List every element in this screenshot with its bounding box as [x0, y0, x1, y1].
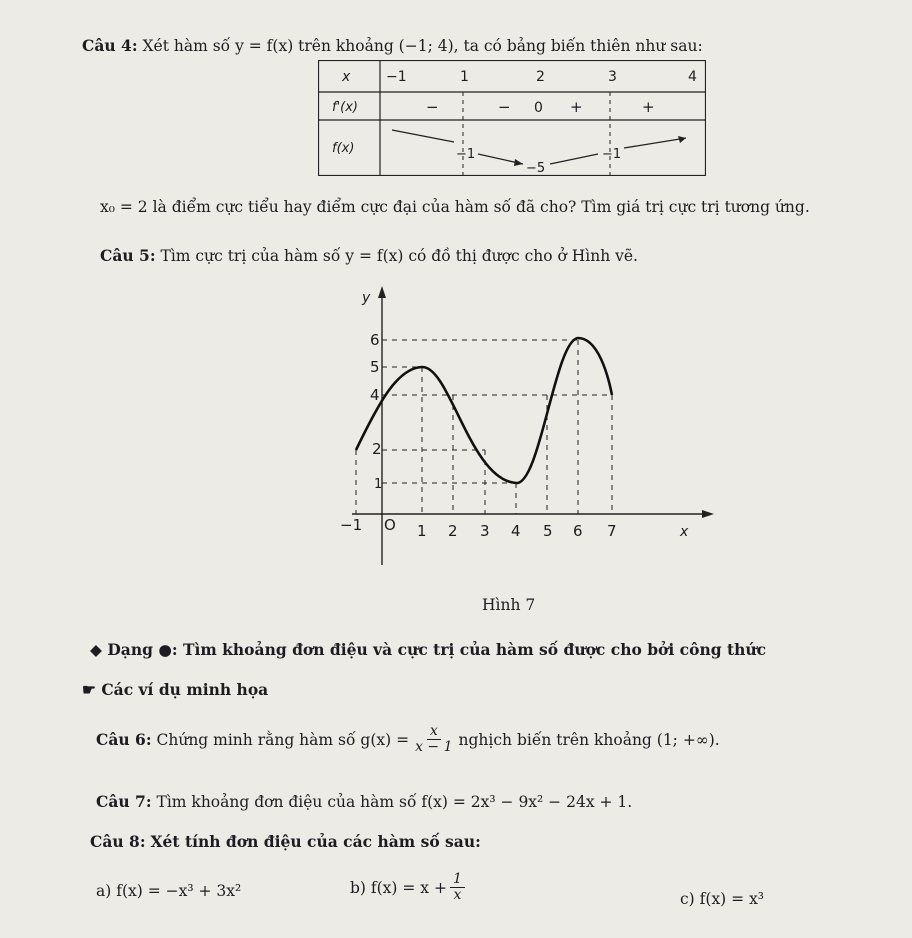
table-x-label: x [342, 69, 351, 85]
q7-label: Câu 7: [96, 792, 152, 811]
q8-text: Xét tính đơn điệu của các hàm số sau: [150, 832, 481, 851]
diamond-bullet-icon: ◆ [90, 640, 102, 659]
graph-y-tick: 1 [374, 477, 383, 492]
q8-b-den: x [453, 887, 462, 904]
table-fp-sign: 0 [534, 100, 543, 116]
variation-table-svg [318, 60, 706, 176]
graph-x-tick: −1 [340, 516, 363, 534]
graph-x-tick: 4 [511, 522, 521, 540]
q4-label: Câu 4: [82, 36, 138, 55]
examples-text: Các ví dụ minh họa [101, 680, 269, 699]
table-x-val: 4 [688, 69, 697, 85]
examples-line [82, 680, 268, 699]
table-fp-sign: + [570, 98, 583, 116]
table-f-val: −1 [456, 147, 476, 162]
table-fp-label: f'(x) [332, 100, 358, 115]
dang-text: Dạng ●: Tìm khoảng đơn điệu và cực trị của hàm số được cho bởi công thức [107, 640, 767, 659]
q8-b-fraction [450, 872, 465, 904]
q8-part-b [350, 872, 468, 904]
table-f-label: f(x) [332, 141, 355, 156]
q7-text: Tìm khoảng đơn điệu của hàm số f(x) = 2x³ − 9x² − 24x + 1. [156, 793, 633, 811]
q6-label: Câu 6: [96, 730, 152, 750]
q5-label: Câu 5: [100, 246, 156, 265]
q8-part-a: a) f(x) = −x³ + 3x² [96, 882, 242, 900]
q5-text: Tìm cực trị của hàm số y = f(x) có đồ thị được cho ở Hình vẽ. [160, 247, 638, 265]
q4-text: Xét hàm số y = f(x) trên khoảng (−1; 4), ta có bảng biến thiên như sau: [142, 37, 703, 55]
graph-y-tick: 4 [370, 386, 380, 404]
q8-part-c: c) f(x) = x³ [680, 890, 765, 908]
table-x-val: 1 [460, 69, 469, 85]
q6-fraction [412, 724, 455, 756]
q4-question: x₀ = 2 là điểm cực tiểu hay điểm cực đại của hàm số đã cho? Tìm giá trị cực trị tương ứng. [100, 198, 810, 216]
graph-origin-label: O [384, 516, 396, 534]
q8-line [90, 832, 481, 851]
q6-frac-num: x [427, 724, 441, 740]
q6-line [96, 724, 720, 756]
table-x-val: 3 [608, 69, 617, 85]
q7-line [96, 792, 632, 811]
graph-x-tick: 6 [573, 522, 583, 540]
hand-pointer-icon: ☛ [82, 680, 96, 699]
q8-b-num: 1 [450, 872, 465, 888]
variation-table [318, 60, 706, 176]
table-f-val: −5 [526, 161, 546, 176]
graph-x-tick: 1 [417, 522, 427, 540]
graph-x-tick: 3 [480, 522, 490, 540]
graph-svg [300, 280, 720, 620]
graph-x-tick: 7 [607, 522, 617, 540]
dang-line [90, 640, 766, 659]
table-fp-sign: − [426, 98, 439, 116]
q8-label: Câu 8: [90, 832, 146, 851]
graph [300, 280, 720, 620]
graph-x-tick: 5 [543, 522, 553, 540]
table-f-val: −1 [602, 147, 622, 162]
q6-text-b: nghịch biến trên khoảng (1; +∞). [458, 730, 720, 749]
graph-y-tick: 2 [372, 440, 382, 458]
graph-x-label: x [680, 524, 689, 540]
graph-x-tick: 2 [448, 522, 458, 540]
table-fp-sign: − [498, 98, 511, 116]
q8-b-text: b) f(x) = x + [350, 878, 447, 897]
graph-y-tick: 5 [370, 358, 380, 376]
function-curve [356, 338, 612, 483]
q6-text-a: Chứng minh rằng hàm số g(x) = [156, 730, 410, 749]
q5-line [100, 246, 638, 265]
graph-caption: Hình 7 [482, 596, 536, 614]
q4-line [82, 36, 703, 55]
table-x-val: −1 [386, 69, 407, 85]
table-fp-sign: + [642, 98, 655, 116]
graph-y-tick: 6 [370, 331, 380, 349]
table-x-val: 2 [536, 69, 545, 85]
q6-frac-den: x − 1 [415, 739, 453, 756]
graph-y-label: y [362, 290, 371, 306]
